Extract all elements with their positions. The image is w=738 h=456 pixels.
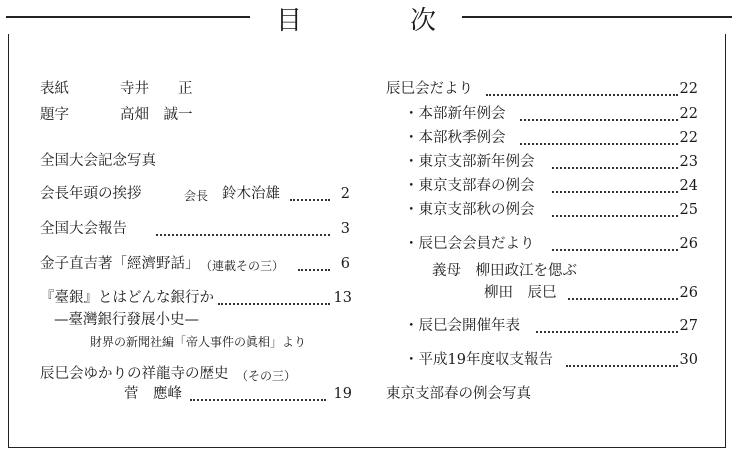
news-item: ・東京支部新年例会 bbox=[404, 154, 535, 170]
leader-dots bbox=[552, 249, 678, 251]
temple-author: 菅 應峰 bbox=[124, 386, 182, 402]
kaneko-note: （連載その三） bbox=[200, 259, 285, 273]
leader-dots bbox=[568, 298, 678, 300]
page-number: 26 bbox=[679, 285, 698, 301]
header-rule-left bbox=[6, 16, 250, 18]
leader-dots bbox=[520, 143, 678, 145]
toc-entry-photo: 全国大会記念写真 bbox=[40, 153, 156, 169]
leader-dots bbox=[218, 303, 330, 305]
temple-note: （その三） bbox=[236, 369, 297, 383]
leader-dots bbox=[552, 191, 678, 193]
greeting-name: 鈴木治雄 bbox=[222, 186, 280, 202]
toc-entry-temple: 辰巳会ゆかりの祥龍寺の歴史 bbox=[40, 366, 229, 382]
page-number: 22 bbox=[679, 130, 698, 146]
toc-entry-news: 辰巳会だより bbox=[386, 81, 473, 97]
toc-entry-finance: ・平成19年度収支報告 bbox=[404, 352, 553, 368]
toc-entry-report: 全国大会報告 bbox=[40, 221, 127, 237]
leader-dots bbox=[552, 215, 678, 217]
news-item: ・本部新年例会 bbox=[404, 106, 506, 122]
calligraphy-label: 題字 bbox=[40, 107, 69, 123]
greeting-role: 会長 bbox=[184, 189, 209, 203]
page-number: 13 bbox=[333, 290, 352, 306]
news-item: ・本部秋季例会 bbox=[404, 130, 506, 146]
page-number: 2 bbox=[340, 186, 350, 202]
toc-entry-photo-right: 東京支部春の例会写真 bbox=[386, 386, 531, 402]
page-number: 26 bbox=[679, 236, 698, 252]
toc-entry-taigin: 『臺銀』とはどんな銀行か bbox=[40, 290, 214, 306]
page-title bbox=[250, 2, 462, 34]
page-number: 25 bbox=[679, 202, 698, 218]
toc-entry-members: ・辰巳会会員だより bbox=[404, 236, 535, 252]
cover-name: 寺井 正 bbox=[120, 81, 193, 97]
page-number: 23 bbox=[679, 154, 698, 170]
toc-entry-kaneko: 金子直吉著「經濟野話」 bbox=[40, 256, 200, 272]
page-number: 19 bbox=[333, 386, 352, 402]
leader-dots bbox=[486, 94, 678, 96]
title-char-2: 次 bbox=[409, 5, 436, 36]
memorial-title: 義母 柳田政江を偲ぶ bbox=[432, 263, 577, 279]
page-number: 22 bbox=[679, 81, 698, 97]
page-number: 30 bbox=[679, 352, 698, 368]
taigin-source: 財界の新聞社編「帝人事件の眞相」より bbox=[90, 335, 307, 349]
page-number: 24 bbox=[679, 178, 698, 194]
page-number: 6 bbox=[340, 256, 350, 272]
leader-dots bbox=[190, 399, 326, 401]
page-number: 27 bbox=[679, 318, 698, 334]
cover-label: 表紙 bbox=[40, 81, 69, 97]
leader-dots bbox=[552, 167, 678, 169]
leader-dots bbox=[520, 119, 678, 121]
leader-dots bbox=[156, 234, 330, 236]
calligraphy-name: 高畑 誠一 bbox=[120, 107, 193, 123]
title-char-1: 目 bbox=[276, 5, 303, 36]
toc-entry-schedule: ・辰巳会開催年表 bbox=[404, 318, 520, 334]
memorial-author: 柳田 辰巳 bbox=[484, 285, 557, 301]
content-frame bbox=[8, 34, 726, 448]
leader-dots bbox=[566, 365, 678, 367]
news-item: ・東京支部春の例会 bbox=[404, 178, 535, 194]
header-rule-right bbox=[462, 16, 732, 18]
toc-entry-greeting: 会長年頭の挨拶 bbox=[40, 186, 142, 202]
taigin-subtitle: —臺灣銀行發展小史— bbox=[54, 312, 199, 328]
news-item: ・東京支部秋の例会 bbox=[404, 202, 535, 218]
leader-dots bbox=[536, 331, 678, 333]
page-number: 3 bbox=[340, 221, 350, 237]
page-number: 22 bbox=[679, 106, 698, 122]
